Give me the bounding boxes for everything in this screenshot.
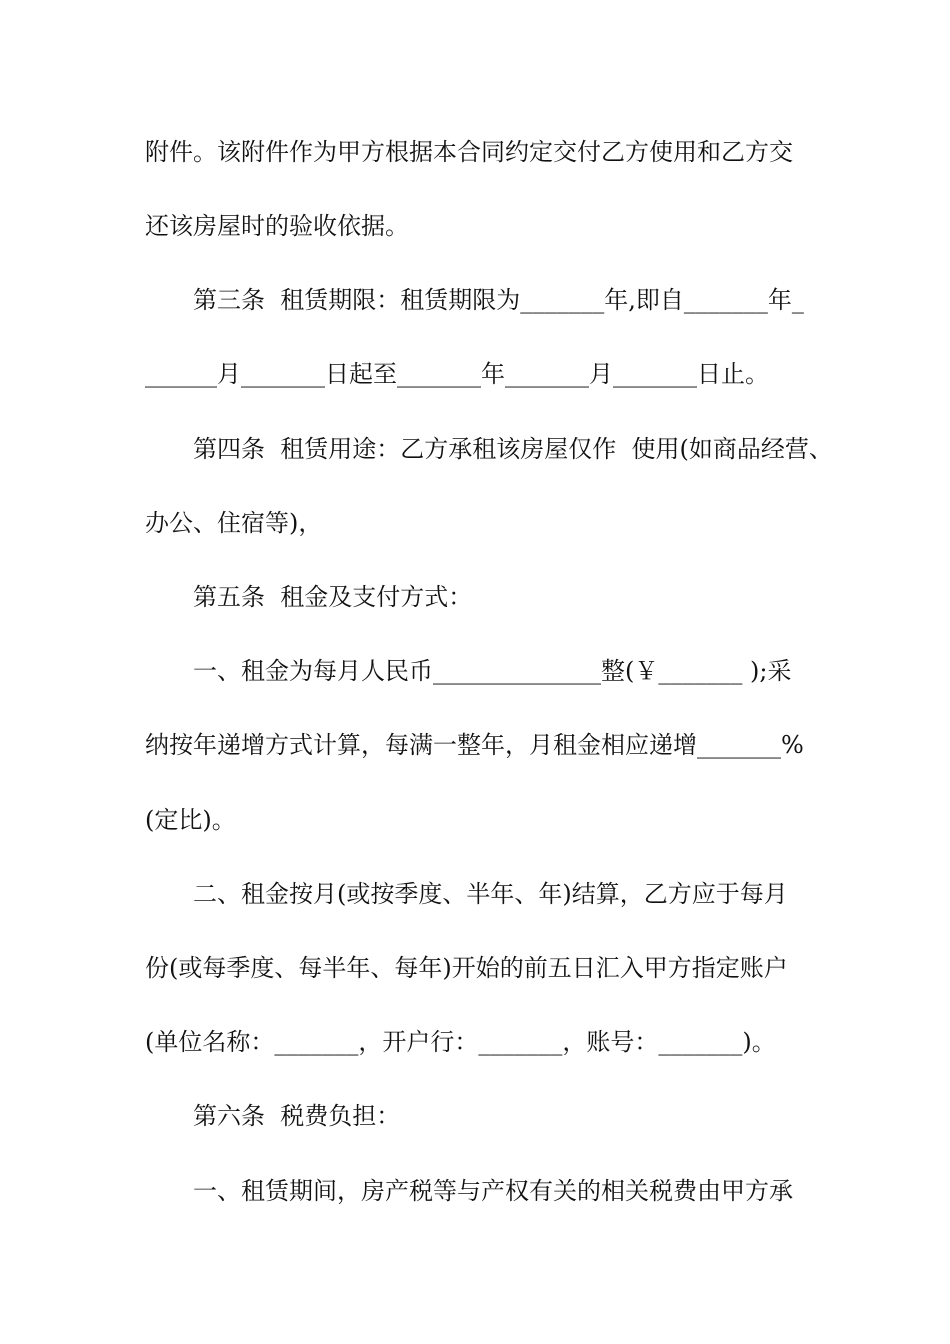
rent-clause-1: 一、租金为每月人民币______________整(￥_______ );采: [193, 657, 792, 685]
article-3-term: 第三条 租赁期限：租赁期限为_______年,即自_______年_: [193, 286, 804, 314]
article-4-purpose: 第四条 租赁用途：乙方承租该房屋仅作 使用(如商品经营、: [193, 435, 833, 463]
text-line-10: (定比)。: [145, 806, 236, 834]
article-5-rent: 第五条 租金及支付方式：: [193, 583, 473, 611]
text-line-6: 办公、住宿等)，: [145, 509, 323, 537]
text-line-9: 纳按年递增方式计算，每满一整年，月租金相应递增_______%: [145, 731, 804, 759]
text-line-12: 份(或每季度、每半年、每年)开始的前五日汇入甲方指定账户: [145, 954, 788, 982]
text-line-4: ______月_______日起至_______年_______月_______日止。: [145, 360, 769, 388]
tax-clause-1: 一、租赁期间，房产税等与产权有关的相关税费由甲方承: [193, 1177, 793, 1205]
rent-clause-2: 二、租金按月(或按季度、半年、年)结算，乙方应于每月: [193, 880, 788, 908]
article-6-taxes: 第六条 税费负担：: [193, 1102, 401, 1130]
text-line-1: 附件。该附件作为甲方根据本合同约定交付乙方使用和乙方交: [145, 138, 793, 166]
text-line-2: 还该房屋时的验收依据。: [145, 212, 409, 240]
text-line-13: (单位名称：_______，开户行：_______，账号：_______)。: [145, 1028, 776, 1056]
